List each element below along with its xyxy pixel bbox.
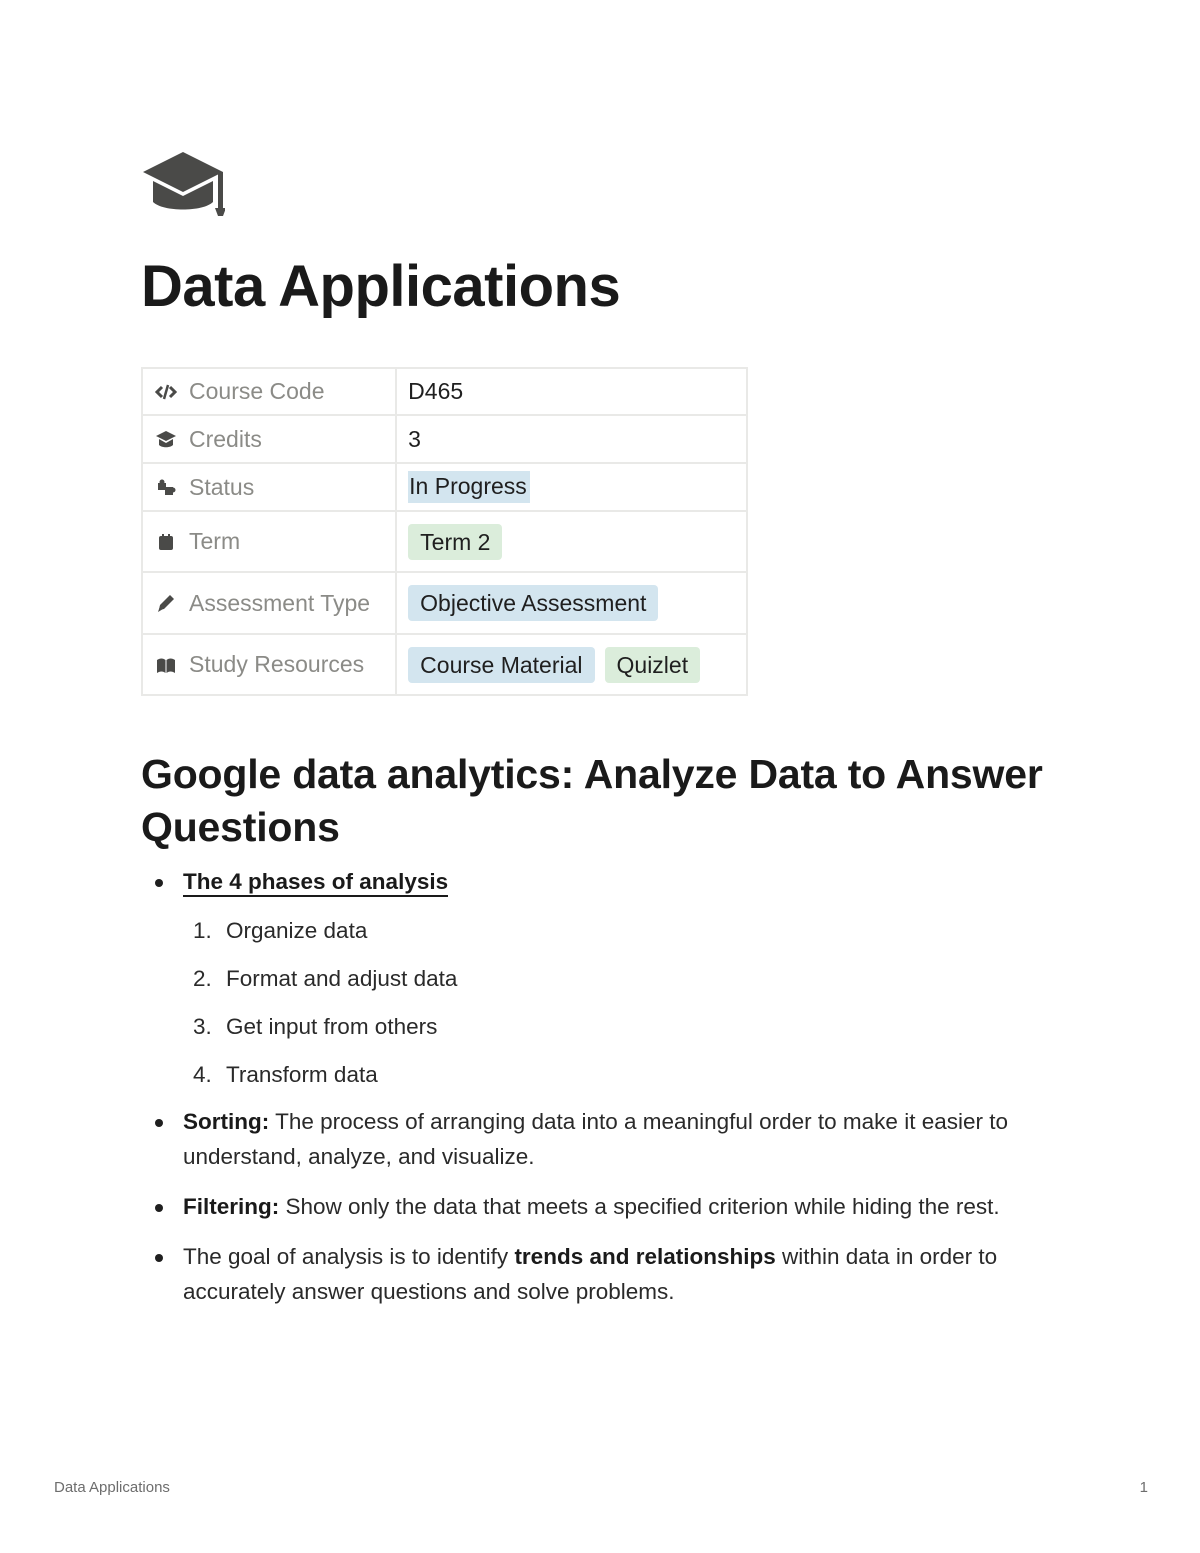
property-row-term — [142, 511, 747, 572]
filtering-term: Filtering: — [183, 1194, 280, 1219]
phase-number: 1. — [193, 918, 212, 943]
phase-text: Get input from others — [226, 1014, 438, 1039]
phase-text: Organize data — [226, 918, 368, 943]
property-label: Term — [189, 528, 241, 554]
phase-text: Format and adjust data — [226, 966, 458, 991]
footer-doc-title: Data Applications — [54, 1479, 170, 1496]
status-value[interactable]: In Progress — [408, 471, 530, 503]
sorting-definition: The process of arranging data into a meaningful order to make it easier to understand, analyze, and visualize. — [183, 1109, 1008, 1169]
puzzle-icon — [155, 476, 177, 498]
phase-text: Transform data — [226, 1062, 378, 1087]
filtering-definition: Show only the data that meets a specified criterion while hiding the rest. — [279, 1194, 1000, 1219]
property-row-status — [142, 463, 747, 511]
list-item — [141, 1104, 1071, 1174]
property-value-cell[interactable] — [396, 511, 747, 572]
goal-text-bold: trends and relationships — [514, 1244, 776, 1269]
property-label: Course Code — [189, 378, 325, 404]
properties-table — [141, 367, 748, 696]
phase-item — [183, 1009, 1071, 1044]
list-item — [141, 864, 1071, 1092]
credits-value: 3 — [408, 425, 421, 452]
phases-title: The 4 phases of analysis — [183, 869, 448, 897]
term-tag[interactable]: Term 2 — [408, 524, 502, 560]
pencil-icon — [155, 592, 177, 614]
property-row-study-resources — [142, 634, 747, 695]
property-label: Assessment Type — [189, 589, 371, 616]
property-row-course-code — [142, 368, 747, 415]
code-icon — [155, 381, 177, 403]
list-item — [141, 1189, 1071, 1224]
property-value-cell[interactable] — [396, 634, 747, 695]
graduation-cap-icon — [155, 428, 177, 450]
bullet-list — [141, 864, 1071, 1309]
property-label: Credits — [189, 425, 262, 452]
phase-item — [183, 1057, 1071, 1092]
footer-page-number: 1 — [1139, 1479, 1148, 1496]
phase-item — [183, 961, 1071, 996]
page-title: Data Applications — [141, 254, 621, 319]
property-label: Status — [189, 473, 255, 500]
phase-number: 2. — [193, 966, 212, 991]
assessment-type-tag[interactable]: Objective Assessment — [408, 585, 658, 621]
notes-content — [141, 864, 1071, 1324]
property-label: Study Resources — [189, 651, 365, 677]
property-value-cell[interactable] — [396, 368, 747, 415]
property-value-cell[interactable] — [396, 463, 747, 511]
sorting-term: Sorting: — [183, 1109, 270, 1134]
section-heading: Google data analytics: Analyze Data to Answer Questions — [141, 751, 1043, 850]
book-icon — [155, 654, 177, 676]
phase-number: 4. — [193, 1062, 212, 1087]
phase-number: 3. — [193, 1014, 212, 1039]
property-value-cell[interactable] — [396, 572, 747, 634]
phases-list — [183, 913, 1071, 1092]
calendar-icon — [155, 531, 177, 553]
goal-text-before: The goal of analysis is to identify — [183, 1244, 515, 1269]
list-item — [141, 1239, 1071, 1309]
graduation-cap-icon — [141, 150, 225, 216]
property-value-cell[interactable] — [396, 415, 747, 463]
goal-text-after: within data in order to accurately answer questions and solve problems. — [183, 1244, 998, 1304]
study-resource-tag[interactable]: Course Material — [408, 647, 594, 683]
property-row-credits — [142, 415, 747, 463]
course-code-value: D465 — [408, 378, 464, 404]
property-row-assessment-type — [142, 572, 747, 634]
phase-item — [183, 913, 1071, 948]
study-resource-tag[interactable]: Quizlet — [605, 647, 701, 683]
